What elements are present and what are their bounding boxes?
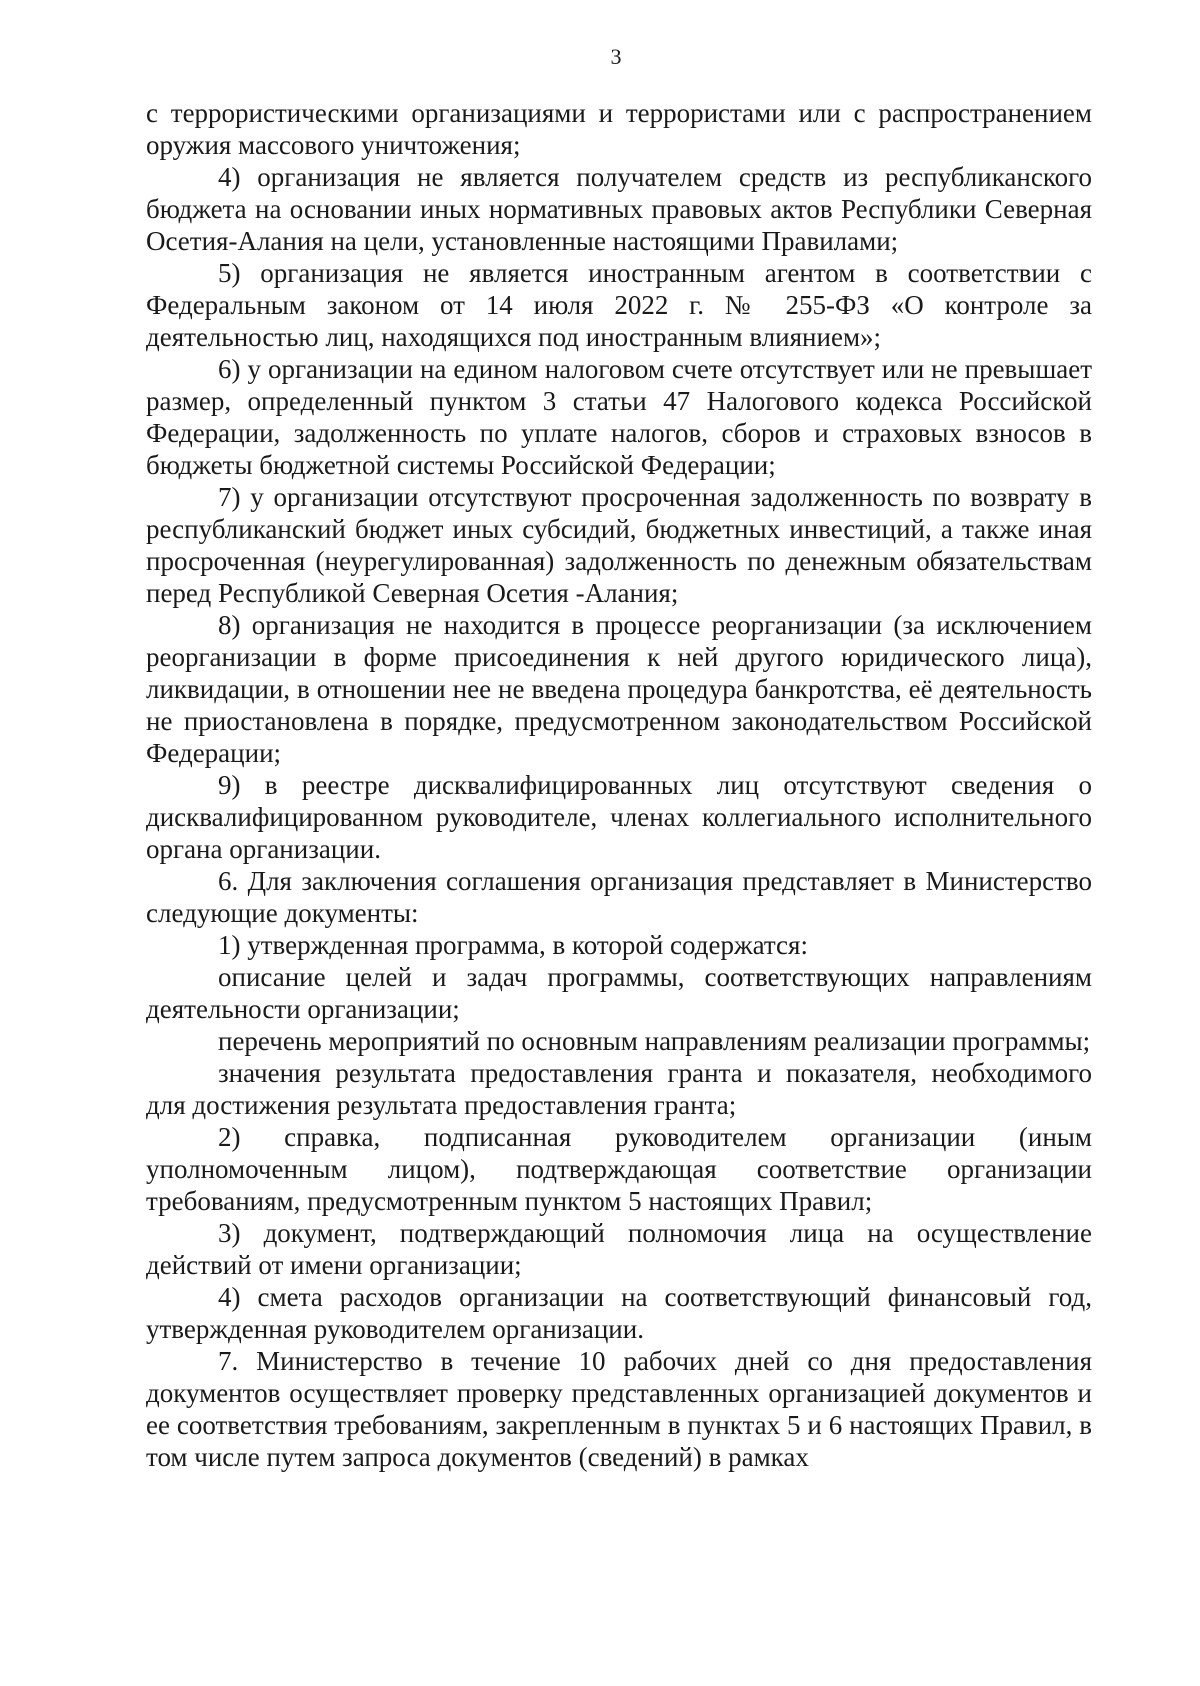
- paragraph-doc-1-results: значения результата предоставления гранта и показателя, необходимого для достижения результата предоставления гранта;: [146, 1058, 1092, 1120]
- paragraph-condition-4: 4) организация не является получателем средств из республиканского бюджета на основании иных нормативных правовых актов Республики Северная Осетия-Алания на цели, установленные настоящими Правилами;: [146, 162, 1092, 256]
- paragraph-condition-6: 6) у организации на едином налоговом счете отсутствует или не превышает размер, определенный пунктом 3 статьи 47 Налогового кодекса Российской Федерации, задолженность по уплате налогов, сборов и страховых взносов в бюджеты бюджетной системы Российской Федерации;: [146, 354, 1092, 480]
- paragraph-doc-1: 1) утвержденная программа, в которой содержатся:: [218, 930, 808, 960]
- paragraph-doc-4: 4) смета расходов организации на соответствующий финансовый год, утвержденная руководителем организации.: [146, 1282, 1092, 1344]
- paragraph-continuation: с террористическими организациями и террористами или с распространением оружия массового уничтожения;: [146, 98, 1092, 160]
- paragraph-condition-9: 9) в реестре дисквалифицированных лиц отсутствуют сведения о дисквалифицированном руководителе, членах коллегиального исполнительного органа организации.: [146, 770, 1092, 864]
- paragraph-section-6: 6. Для заключения соглашения организация представляет в Министерство следующие документы:: [146, 866, 1092, 928]
- paragraph-condition-8: 8) организация не находится в процессе реорганизации (за исключением реорганизации в форме присоединения к ней другого юридического лица), ликвидации, в отношении нее не введена процедура банкротства, её деятельность не приостановлена в порядке, предусмотренном законодательством Российской Федерации;: [146, 610, 1092, 768]
- document-body: [146, 97, 1092, 1473]
- paragraph-condition-7: 7) у организации отсутствуют просроченная задолженность по возврату в республиканский бюджет иных субсидий, бюджетных инвестиций, а также иная просроченная (неурегулированная) задолженность по денежным обязательствам перед Республикой Северная Осетия -Алания;: [146, 482, 1092, 608]
- paragraph-condition-5: 5) организация не является иностранным агентом в соответствии с Федеральным законом от 14 июля 2022 г. № 255-ФЗ «О контроле за деятельностью лиц, находящихся под иностранным влиянием»;: [146, 258, 1092, 352]
- paragraph-section-7: 7. Министерство в течение 10 рабочих дней со дня предоставления документов осуществляет проверку представленных организацией документов и ее соответствия требованиям, закрепленным в пунктах 5 и 6 настоящих Правил, в том числе путем запроса документов (сведений) в рамках: [146, 1346, 1092, 1472]
- paragraph-doc-1-goals: описание целей и задач программы, соответствующих направлениям деятельности организации;: [146, 962, 1092, 1024]
- paragraph-doc-2: 2) справка, подписанная руководителем организации (иным уполномоченным лицом), подтверждающая соответствие организации требованиям, предусмотренным пунктом 5 настоящих Правил;: [146, 1122, 1092, 1216]
- paragraph-doc-1-events: перечень мероприятий по основным направлениям реализации программы;: [218, 1026, 1091, 1056]
- page-number: 3: [610, 44, 622, 69]
- paragraph-doc-3: 3) документ, подтверждающий полномочия лица на осуществление действий от имени организации;: [146, 1218, 1092, 1280]
